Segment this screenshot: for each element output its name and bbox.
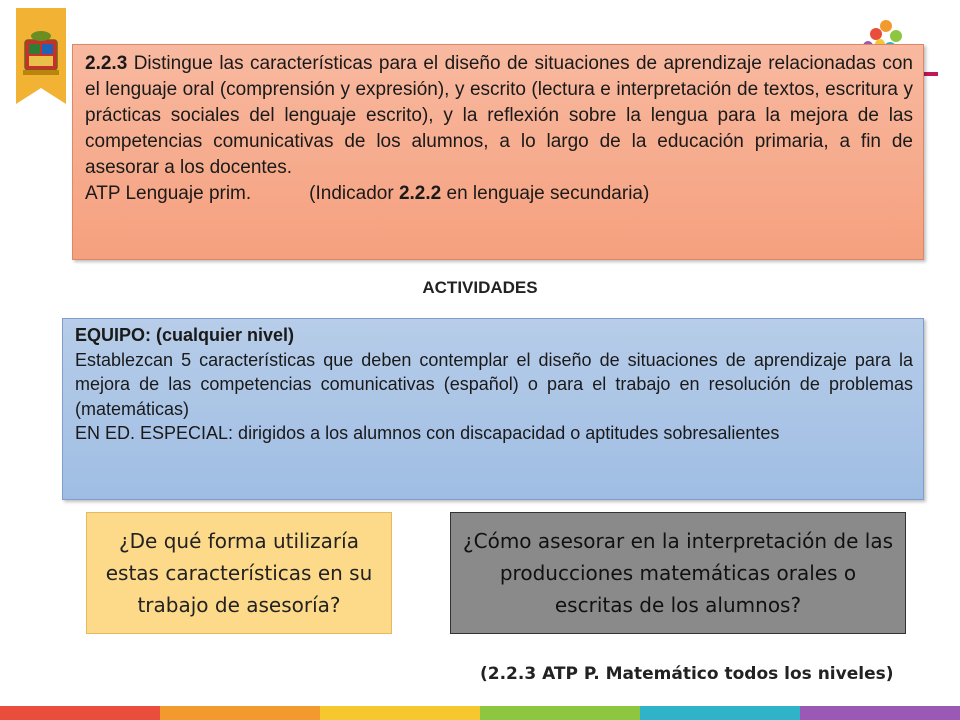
question-left-box [86, 512, 392, 634]
stripe-segment [0, 706, 160, 720]
competency-code: 2.2.3 [85, 53, 128, 74]
stripe-segment [320, 706, 480, 720]
competency-role-line [85, 181, 913, 207]
activities-title: ACTIVIDADES [422, 278, 538, 297]
indicator-prefix: (Indicador [309, 183, 399, 204]
bottom-color-stripe [0, 706, 960, 720]
competency-box [72, 44, 924, 260]
footnote: (2.2.3 ATP P. Matemático todos los niveles) [480, 664, 894, 684]
role-label: ATP Lenguaje prim. [85, 183, 252, 204]
team-heading: EQUIPO: (cualquier nivel) [75, 325, 295, 345]
indicator-code: 2.2.2 [398, 183, 442, 204]
stripe-segment [800, 706, 960, 720]
special-ed-note: EN ED. ESPECIAL: dirigidos a los alumnos con discapacidad o aptitudes sobresalientes [75, 423, 780, 443]
team-box [62, 318, 924, 500]
question-right-text: ¿Cómo asesorar en la interpretación de las producciones matemáticas orales o escritas de los alumnos? [463, 529, 893, 617]
competency-paragraph [85, 51, 913, 181]
question-right-box [450, 512, 906, 634]
competency-text: Distingue las características para el diseño de situaciones de aprendizaje relacionadas con el lenguaje oral (comprensión y expresión), y escrito (lectura e interpretación de textos, escritura y prácticas sociales del lenguaje escrito), y la reflexión sobre la lengua para la mejora de las competencias comunicativas de los alumnos, a lo largo de la educación primaria, a fin de asesorar a los docentes. [85, 53, 913, 178]
stripe-segment [160, 706, 320, 720]
stripe-segment [480, 706, 640, 720]
stripe-segment [640, 706, 800, 720]
crest-banner-icon [16, 8, 66, 104]
team-instruction: Establezcan 5 características que deben contemplar el diseño de situaciones de aprendizaje para la mejora de las competencias comunicativas (español) o para el trabajo en resolución de problemas (matemáticas) [75, 349, 913, 419]
indicator-suffix: en lenguaje secundaria) [441, 183, 650, 204]
question-left-text: ¿De qué forma utilizaría estas características en su trabajo de asesoría? [105, 529, 373, 617]
